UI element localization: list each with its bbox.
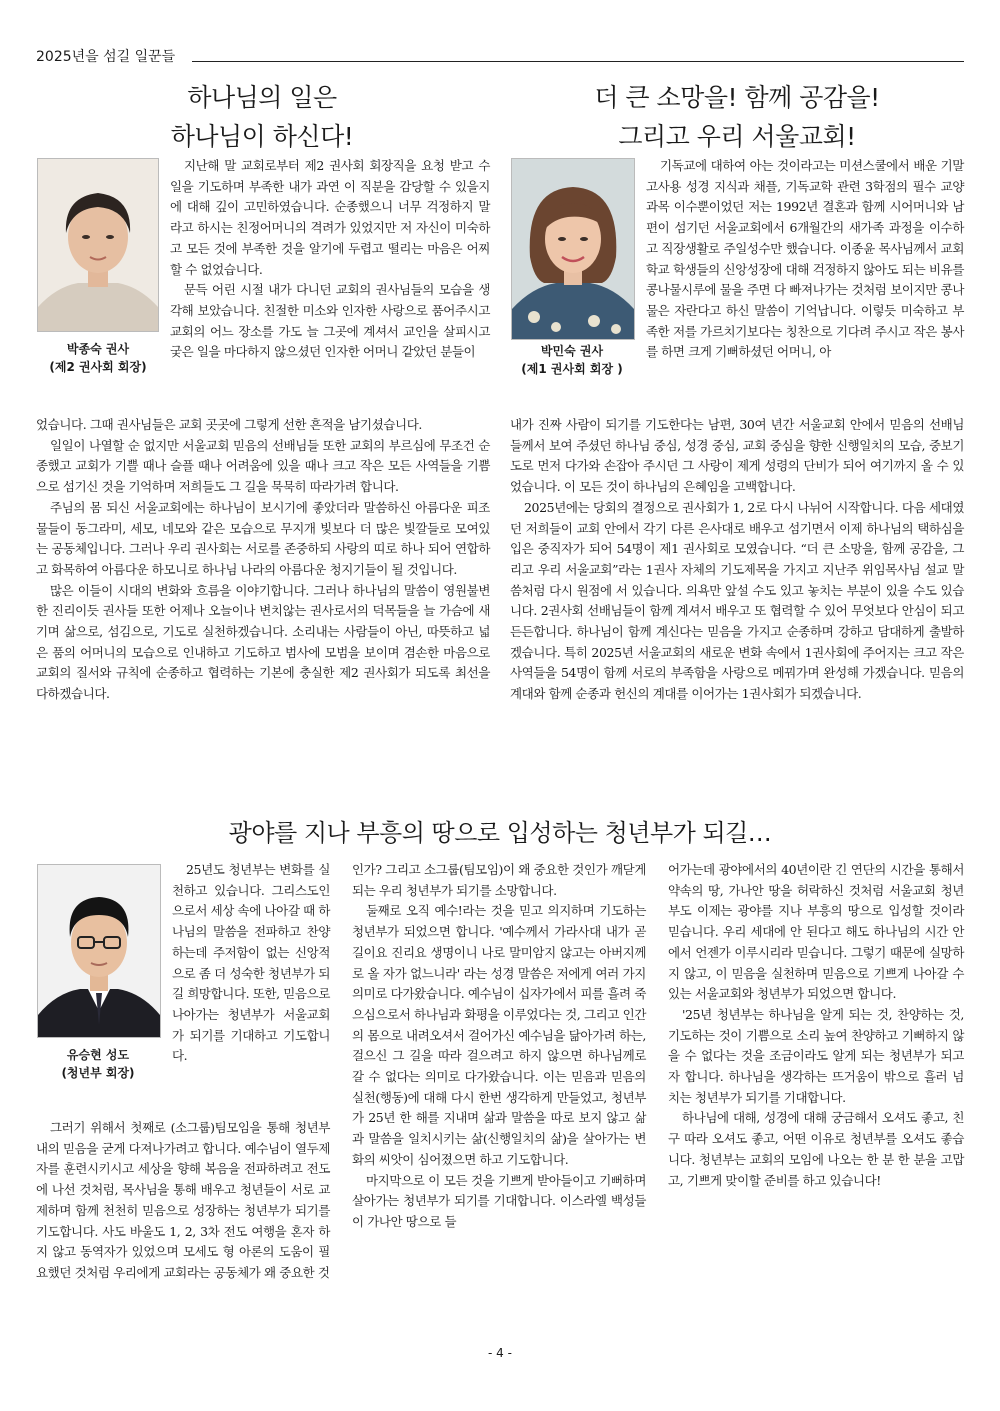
article3-paragraph: 어가는데 광야에서의 40년이란 긴 연단의 시간을 통해서 약속의 땅, 가나안 땅을 허락하신 것처럼 서울교회 청년부도 이제는 광야를 지나 부흥의 땅으로 입성할 것이라 믿습니다. 우리 세대에 안 된다고 해도 하나님의 시간 안에서 언젠가 이루시리라 믿습니다. 그렇기 때문에 실망하지 않고, 이 믿음을 실천하며 믿음으로 기쁘게 나아갈 수 있는 서울교회와 청년부가 되었으면 합니다. xyxy=(668,862,964,1002)
article2-caption-role: (제1 권사회 회장 ) xyxy=(521,362,623,376)
article1-paragraph: 지난해 말 교회로부터 제2 권사회 회장직을 요청 받고 수 일을 기도하며 부족한 내가 과연 이 직분을 감당할 수 있을지에 대해 깊이 고민하였습니다. 순종했으니 너무 걱정하지 말라고 하시는 친정어머니의 격려가 있었지만 저 자신이 미숙하고 모든 것에 부족한 것을 알기에 두렵고 떨리는 마음은 어찌할 수 없었습니다. xyxy=(170,158,490,277)
article3-paragraph: 그러기 위해서 첫째로 (소그룹)팀모임을 통해 청년부 내의 믿음을 굳게 다져나가려고 합니다. 예수님이 열두제자를 훈련시키시고 세상을 향해 복음을 전파하려고 전도에 나선 것처럼, 목사님을 통해 배우고 청년들이 서로 교제하며 함께 천천히 믿음으로 성장하는 청년부가 되기를 기도합니다. 사도 바울도 1, 2, 3차 전도 여행을 혼자 하지 않고 동역자가 있었으며 모세도 형 아론의 도움이 필요했던 것처럼 우리에게 교회라는 공동체가 왜 중요한 것 xyxy=(36,1120,330,1280)
article3-caption-role: (청년부 회장) xyxy=(61,1066,135,1080)
article1-title-line1: 하나님의 일은 xyxy=(187,83,337,112)
article1-caption-name: 박종숙 권사 xyxy=(66,342,130,356)
article2-title-line1: 더 큰 소망을! 함께 공감을! xyxy=(594,83,880,112)
article3-col2 xyxy=(352,860,646,1233)
article1-paragraph: 많은 이들이 시대의 변화와 흐름을 이야기합니다. 그러나 하나님의 말씀이 영원불변한 진리이듯 권사들 또한 어제나 오늘이나 변치않는 권사로서의 덕목들을 늘 가슴에 새기며 삶으로, 섬김으로, 기도로 실천하겠습니다. 소리내는 사람들이 아닌, 따뜻하고 넓은 품의 어머니의 모습으로 인내하고 기도하고 범사에 모범을 보이며 겸손한 마음으로 교회의 질서와 규칙에 순종하고 협력하는 기본에 충실한 제2 권사회가 되도록 최선을 다하겠습니다. xyxy=(36,582,490,702)
article1-photo xyxy=(37,158,159,332)
article3-photo-caption xyxy=(36,1046,160,1082)
article1-title-line2: 하나님이 하신다! xyxy=(170,122,354,151)
article2-body-side xyxy=(646,156,964,363)
header-rule xyxy=(192,61,964,62)
article1-body-full xyxy=(36,415,490,705)
article2-body-full xyxy=(510,415,964,705)
article3-paragraph: 마지막으로 이 모든 것을 기쁘게 받아들이고 기뻐하며 살아가는 청년부가 되기를 기대합니다. 이스라엘 백성들이 가나안 땅으로 들 xyxy=(352,1172,646,1229)
article3-paragraph: 하나님에 대해, 성경에 대해 궁금해서 오셔도 좋고, 친구 따라 오셔도 좋고, 어떤 이유로 청년부를 오셔도 좋습니다. 청년부는 교회의 모임에 나오는 한 분 한 분을 고맙고, 기쁘게 맞이할 준비를 하고 있습니다! xyxy=(668,1110,964,1188)
article2-title-line2: 그리고 우리 서울교회! xyxy=(618,122,856,151)
article3-paragraph: 인가? 그리고 소그룹(팀모임)이 왜 중요한 것인가 깨닫게 되는 우리 청년부가 되기를 소망합니다. xyxy=(352,862,646,898)
article1-paragraph: 일일이 나열할 순 없지만 서울교회 믿음의 선배님들 또한 교회의 부르심에 무조건 순종했고 교회가 기쁠 때나 슬플 때나 어려움에 있을 때나 크고 작은 모든 사역들을 기쁨으로 섬기신 것을 기억하며 저희들도 그 길을 묵묵히 따라가려 합니다. xyxy=(36,437,490,495)
article1-title xyxy=(36,78,488,156)
article2-paragraph: 기독교에 대하여 아는 것이라고는 미션스쿨에서 배운 기말고사용 성경 지식과 채플, 기독교학 관련 3학점의 필수 교양과목 이수뿐이었던 저는 1992년 결혼과 함께 시어머니와 남편이 섬기던 서울교회에서 6개월간의 새가족 과정을 이수하고 직장생활로 주일성수만 했습니다. 이종윤 목사님께서 교회학교 학생들의 신앙성장에 대해 걱정하지 않아도 되는 비유를 콩나물시루에 물을 주면 다 빠져나가는 것처럼 보이지만 콩나물은 자란다고 하신 말씀이 기억납니다. 이렇듯 미숙하고 부족한 저를 가르치기보다는 칭찬으로 기다려 주시고 작은 봉사를 하면 크게 기뻐하셨던 어머니, 아 xyxy=(646,158,964,360)
article3-caption-name: 유승현 성도 xyxy=(66,1048,130,1062)
article1-caption-role: (제2 권사회 회장) xyxy=(49,360,147,374)
article1-body-side xyxy=(170,156,490,363)
article2-caption-name: 박민숙 권사 xyxy=(540,344,604,358)
article3-paragraph: 25년도 청년부는 변화를 실천하고 있습니다. 그리스도인으로서 세상 속에 나아갈 때 하나님의 말씀을 전파하고 찬양하는데 주저함이 없는 신앙적으로 좀 더 성숙한 청년부가 되길 희망합니다. 또한, 믿음으로 나아가는 청년부가 서울교회가 되기를 기대하고 기도합니다. xyxy=(172,862,330,1064)
article2-photo-caption xyxy=(509,342,635,378)
article3-photo xyxy=(37,864,161,1038)
article1-photo-caption xyxy=(37,340,159,376)
article2-photo xyxy=(511,158,635,340)
article3-col1-full xyxy=(36,1118,330,1284)
section-header: 2025년을 섬길 일꾼들 xyxy=(36,49,176,65)
article3-paragraph: 둘째로 오직 예수!라는 것을 믿고 의지하며 기도하는 청년부가 되었으면 합니다. '예수께서 가라사대 내가 곧 길이요 진리요 생명이니 나로 말미암지 않고는 아버지께로 올 자가 없느니라' 라는 성경 말씀은 저에게 여러 가지 의미로 다가왔습니다. 예수님이 십자가에서 피를 흘려 죽으심으로서 하나님과 화평을 이루었다는 것, 그리고 인간의 몸으로 내려오셔서 걸어가신 예수님을 닮아가려 하는, 걸으신 그 길을 따라 걸으려고 하지 않으면 하나님께로 갈 수 없다는 의미로 다가왔습니다. 이는 믿음과 믿음의 실천(행동)에 대해 다시 한번 생각하게 만들었고, 청년부가 25년 한 해를 지내며 삶과 말씀을 따로 보지 않고 삶과 말씀을 일치시키는 삶(신행일치의 삶)을 살아가는 변화의 씨앗이 심어졌으면 하고 기도합니다. xyxy=(352,903,646,1167)
article3-paragraph: '25년 청년부는 하나님을 알게 되는 것, 찬양하는 것, 기도하는 것이 기쁨으로 소리 높여 찬양하고 기뻐하지 않을 수 없다는 것을 조금이라도 알게 되는 청년부가 되고자 합니다. 하나님을 생각하는 뜨거움이 밖으로 흘러 넘치는 청년부가 되기를 기대합니다. xyxy=(668,1006,964,1105)
page-number: - 4 - xyxy=(488,1346,512,1360)
article1-paragraph: 주님의 몸 되신 서울교회에는 하나님이 보시기에 좋았더라 말씀하신 아름다운 피조물들이 동그라미, 세모, 네모와 같은 모습으로 무지개 빛보다 더 많은 빛깔들로 모여있는 공동체입니다. 그러나 우리 권사회는 서로를 존중하되 사랑의 띠로 하나 되어 연합하고 화목하여 아름다운 하모니로 하나님 나라의 아름다운 청지기들이 될 것입니다. xyxy=(36,499,490,577)
article2-title xyxy=(510,78,964,156)
article3-col3 xyxy=(668,860,964,1191)
article3-col1-side xyxy=(172,860,330,1067)
article1-paragraph: 문득 어린 시절 내가 다니던 교회의 권사님들의 모습을 생각해 보았습니다. 친절한 미소와 인자한 사랑으로 품어주시고 교회의 어느 장소를 가도 늘 그곳에 계셔서 교인을 살피시고 궂은 일을 마다하지 않으셨던 인자한 어머니 같았던 분들이 xyxy=(170,282,490,360)
article2-paragraph: 내가 진짜 사람이 되기를 기도한다는 남편, 30여 년간 서울교회 안에서 믿음의 선배님들께서 보여 주셨던 하나님 중심, 성경 중심, 교회 중심을 향한 신행일치의 모습, 중보기도로 먼저 다가와 손잡아 주시던 그 사랑이 제게 성령의 단비가 되어 여기까지 올 수 있었습니다. 이 모든 것이 하나님의 은혜임을 고백합니다. xyxy=(510,417,964,495)
article1-paragraph: 었습니다. 그때 권사님들은 교회 곳곳에 그렇게 선한 흔적을 남기셨습니다. xyxy=(36,417,422,432)
article3-title: 광야를 지나 부흥의 땅으로 입성하는 청년부가 되길… xyxy=(228,819,772,847)
article2-paragraph: 2025년에는 당회의 결정으로 권사회가 1, 2로 다시 나뉘어 시작합니다. 다음 세대였던 저희들이 교회 안에서 각기 다른 은사대로 배우고 섬기면서 이제 하나님의 택하심을 입은 중직자가 되어 54명이 제1 권사회로 모였습니다. “더 큰 소망을, 함께 공감을, 그리고 우리 서울교회”라는 1권사 자체의 기도제목을 가지고 지난주 위임목사님 설교 말씀처럼 다시 원점에 서 있습니다. 의욕만 앞설 수도 있고 놓치는 부분이 있을 수도 있습니다. 2권사회 선배님들이 함께 계셔서 배우고 또 협력할 수 있어 무엇보다 안심이 되고 든든합니다. 하나님이 함께 계신다는 믿음을 가지고 순종하며 강하고 담대하게 출발하겠습니다. 특히 2025년 서울교회의 새로운 변화 속에서 1권사회에 주어지는 크고 작은 사역들을 54명이 함께 서로의 부족함을 사랑으로 메꿔가며 완성해 가겠습니다. 믿음의 계대와 함께 순종과 헌신의 계대를 이어가는 1권사회가 되겠습니다. xyxy=(510,499,964,702)
